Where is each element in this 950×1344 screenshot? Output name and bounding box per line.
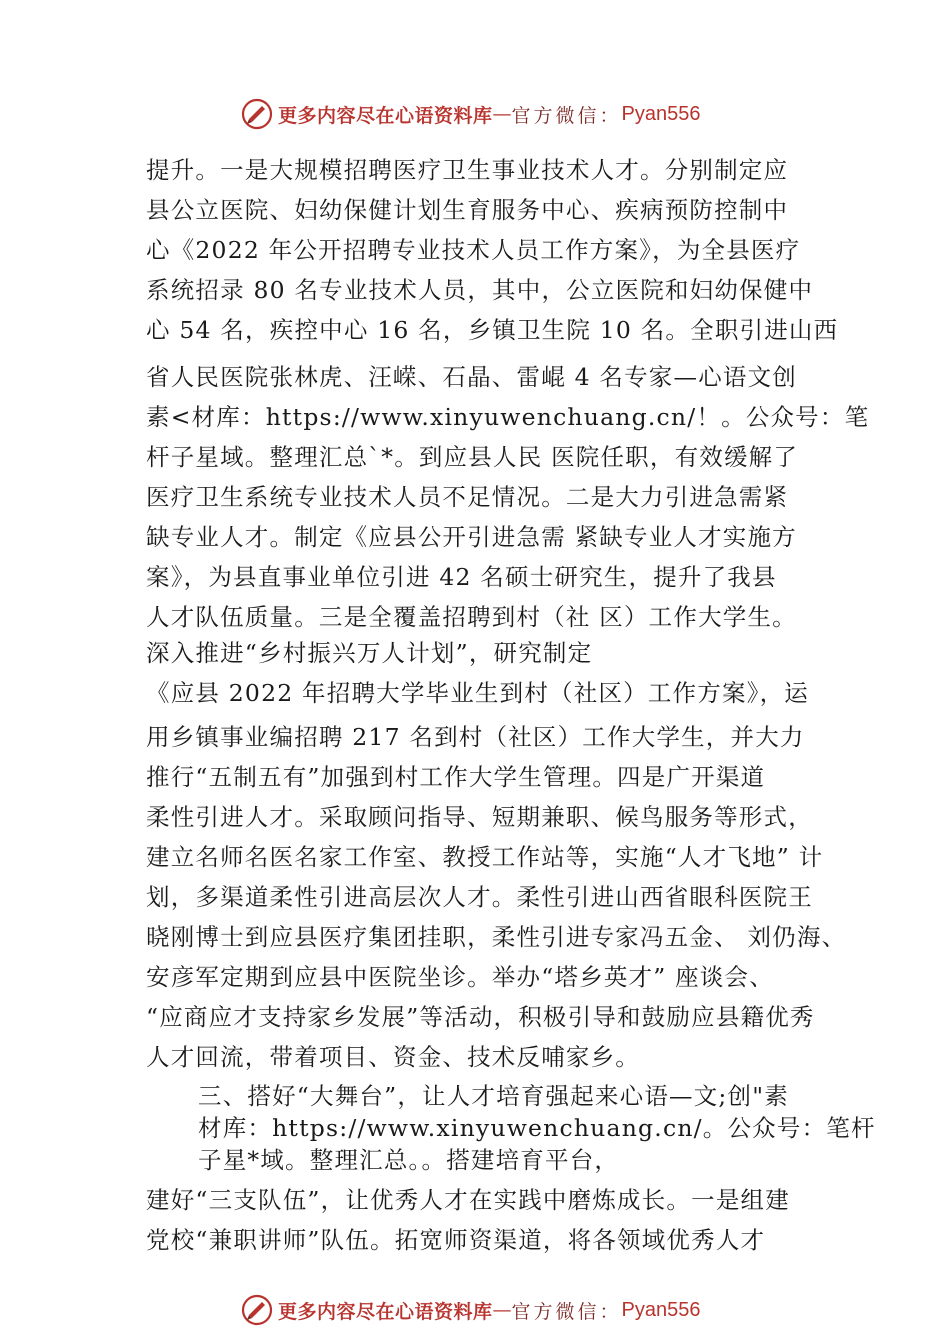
text-line: 《应县 2022 年招聘大学毕业生到村（社区）工作方案》，运 [146,679,809,707]
logo-icon [240,97,274,131]
text-line: 心 54 名，疾控中心 16 名，乡镇卫生院 10 名。全职引进山西 [146,316,839,344]
banner-dash: — [492,103,512,125]
text-line: 晓刚博士到应县医疗集团挂职，柔性引进专家冯五金、 刘仍海、 [146,923,847,951]
text-line: 党校“兼职讲师”队伍。拓宽师资渠道，将各领域优秀人才 [146,1226,766,1254]
text-line: 深入推进“乡村振兴万人计划”，研究制定 [146,639,593,667]
logo-icon [240,1293,274,1327]
text-line: 案》，为县直事业单位引进 42 名硕士研究生，提升了我县 [146,563,777,591]
banner-wechat-id: Pyan556 [621,1298,701,1321]
footer-banner [0,1290,950,1330]
text-line: 系统招录 80 名专业技术人员，其中，公立医院和妇幼保健中 [146,276,814,304]
banner-sub-text: 官方微信： [511,1300,622,1323]
header-banner [0,94,950,134]
banner-main-text: 更多内容尽在心语资料库 [278,104,493,127]
text-line: 推行“五制五有”加强到村工作大学生管理。四是广开渠道 [146,763,766,791]
text-line: 人才队伍质量。三是全覆盖招聘到村（社 区）工作大学生。 [146,603,797,631]
text-line: “应商应才支持家乡发展”等活动，积极引导和鼓励应县籍优秀 [146,1003,815,1031]
text-line: 提升。一是大规模招聘医疗卫生事业技术人才。分别制定应 [146,156,789,184]
text-line: 用乡镇事业编招聘 217 名到村（社区）工作大学生，并大力 [146,723,805,751]
banner-main-text: 更多内容尽在心语资料库 [278,1300,493,1323]
text-line: 材库：https://www.xinyuwenchuang.cn/。公众号：笔杆 [198,1114,876,1142]
text-line: 子星*域。整理汇总。。搭建培育平台， [198,1146,620,1174]
banner-wechat-id: Pyan556 [621,102,701,125]
banner-dash: — [492,1299,512,1321]
text-line: 医疗卫生系统专业技术人员不足情况。二是大力引进急需紧 [146,483,789,511]
text-line: 缺专业人才。制定《应县公开引进急需 紧缺专业人才实施方 [146,523,797,551]
text-line: 划，多渠道柔性引进高层次人才。柔性引进山西省眼科医院王 [146,883,813,911]
text-line: 人才回流，带着项目、资金、技术反哺家乡。 [146,1043,640,1071]
banner-sub-text: 官方微信： [511,104,622,127]
text-line: 杆子星域。整理汇总`*。到应县人民 医院任职，有效缓解了 [146,443,799,471]
text-line: 建立名师名医名家工作室、教授工作站等，实施“人才飞地” 计 [146,843,824,871]
text-line: 心《2022 年公开招聘专业技术人员工作方案》，为全县医疗 [146,236,801,264]
text-line: 素<材库：https://www.xinyuwenchuang.cn/！。公众号：笔 [146,403,870,431]
text-line: 安彦军定期到应县中医院坐诊。举办“塔乡英才” 座谈会、 [146,963,774,991]
text-line: 建好“三支队伍”，让优秀人才在实践中磨炼成长。一是组建 [146,1186,790,1214]
text-line: 省人民医院张林虎、汪嵘、石晶、雷崐 4 名专家—心语文创 [146,363,797,391]
text-line: 柔性引进人才。采取顾问指导、短期兼职、候鸟服务等形式， [146,803,813,831]
text-line: 县公立医院、妇幼保健计划生育服务中心、疾病预防控制中 [146,196,789,224]
text-line: 三、搭好“大舞台”，让人才培育强起来心语—文;创"素 [198,1082,789,1110]
